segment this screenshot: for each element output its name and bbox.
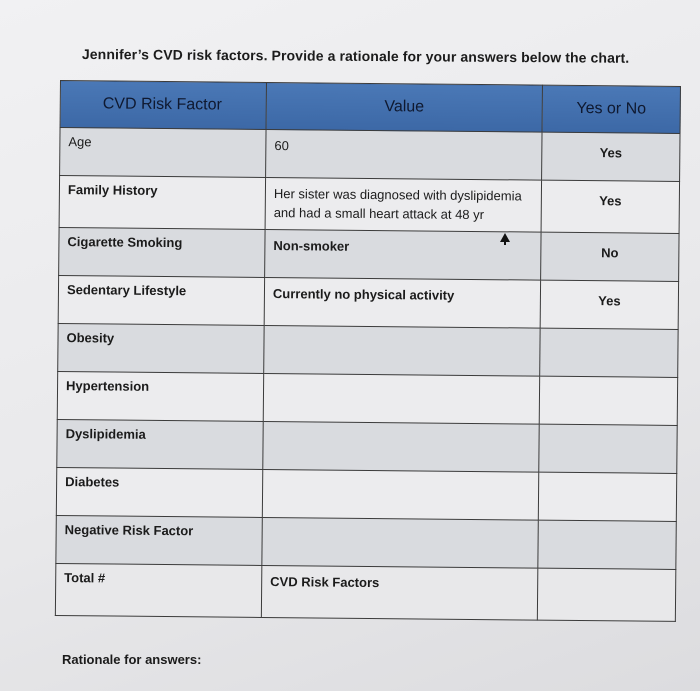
table-row-obesity: [58, 323, 678, 377]
value-text: Currently no physical activity: [272, 286, 455, 303]
factor-label: Negative Risk Factor: [64, 522, 194, 539]
yes-no-cell[interactable]: [537, 568, 675, 621]
value-text: CVD Risk Factors: [270, 574, 380, 591]
table-row-total: [55, 563, 675, 621]
factor-label: Sedentary Lifestyle: [66, 282, 187, 299]
value-cell[interactable]: [265, 177, 541, 232]
rationale-label: Rationale for answers:: [62, 652, 202, 667]
factor-cell: [59, 227, 265, 277]
yes-no-cell[interactable]: [538, 472, 676, 521]
factor-cell: [59, 176, 265, 230]
yes-no-text: No: [601, 245, 619, 261]
table-row-hypertension: [57, 371, 677, 425]
factor-label: Diabetes: [65, 474, 120, 490]
table-row-cigarette-smoking: [59, 227, 679, 281]
value-cell[interactable]: [266, 129, 542, 180]
factor-cell: [56, 515, 262, 565]
yes-no-cell[interactable]: [541, 232, 679, 281]
yes-no-text: Yes: [599, 145, 623, 161]
yes-no-cell[interactable]: [539, 376, 677, 425]
yes-no-cell[interactable]: [539, 424, 677, 473]
value-cell[interactable]: [263, 373, 539, 424]
factor-cell: [60, 128, 266, 178]
table-row-dyslipidemia: [57, 419, 677, 473]
factor-cell: [58, 275, 264, 325]
value-text: Non-smoker: [273, 238, 350, 254]
value-cell[interactable]: [264, 325, 540, 376]
factor-cell: [57, 419, 263, 469]
factor-label: Dyslipidemia: [65, 426, 146, 442]
value-cell[interactable]: [264, 277, 540, 328]
table-row-diabetes: [56, 467, 676, 521]
value-cell[interactable]: [261, 565, 537, 620]
yes-no-cell[interactable]: [541, 180, 679, 233]
table-row-age: [60, 128, 680, 182]
factor-label: Total #: [64, 570, 106, 586]
yes-no-cell[interactable]: [542, 132, 680, 181]
table-row-family-history: [59, 176, 679, 234]
table-header-row: [60, 81, 680, 134]
factor-cell: [56, 467, 262, 517]
factor-cell: [57, 371, 263, 421]
mouse-cursor-icon: [500, 233, 510, 242]
value-cell[interactable]: [262, 517, 538, 568]
yes-no-cell[interactable]: [538, 520, 676, 569]
header-value: Value: [266, 82, 542, 132]
value-cell[interactable]: [263, 421, 539, 472]
value-text: Her sister was diagnosed with dyslipidemia and had a small heart attack at 48 yr: [273, 186, 522, 223]
table-row-sedentary-lifestyle: [58, 275, 678, 329]
factor-label: Cigarette Smoking: [67, 234, 183, 251]
header-yes-or-no: Yes or No: [542, 85, 680, 133]
value-text: 60: [274, 138, 289, 154]
risk-factor-chart: [55, 80, 686, 621]
value-cell[interactable]: [262, 469, 538, 520]
yes-no-cell[interactable]: [540, 280, 678, 329]
cvd-risk-table: [55, 80, 681, 622]
factor-label: Obesity: [66, 330, 115, 346]
factor-label: Hypertension: [65, 378, 150, 394]
header-cvd-risk-factor: CVD Risk Factor: [60, 81, 266, 130]
yes-no-text: Yes: [599, 193, 622, 209]
table-row-negative-risk-factor: [56, 515, 676, 569]
yes-no-text: Yes: [598, 293, 621, 309]
yes-no-cell[interactable]: [540, 328, 678, 377]
factor-label: Family History: [67, 182, 158, 198]
factor-cell: [58, 323, 264, 373]
factor-label: Age: [68, 134, 92, 150]
factor-cell: [55, 563, 261, 617]
document-title: Jennifer’s CVD risk factors. Provide a rationale for your answers below the chart.: [81, 46, 630, 66]
